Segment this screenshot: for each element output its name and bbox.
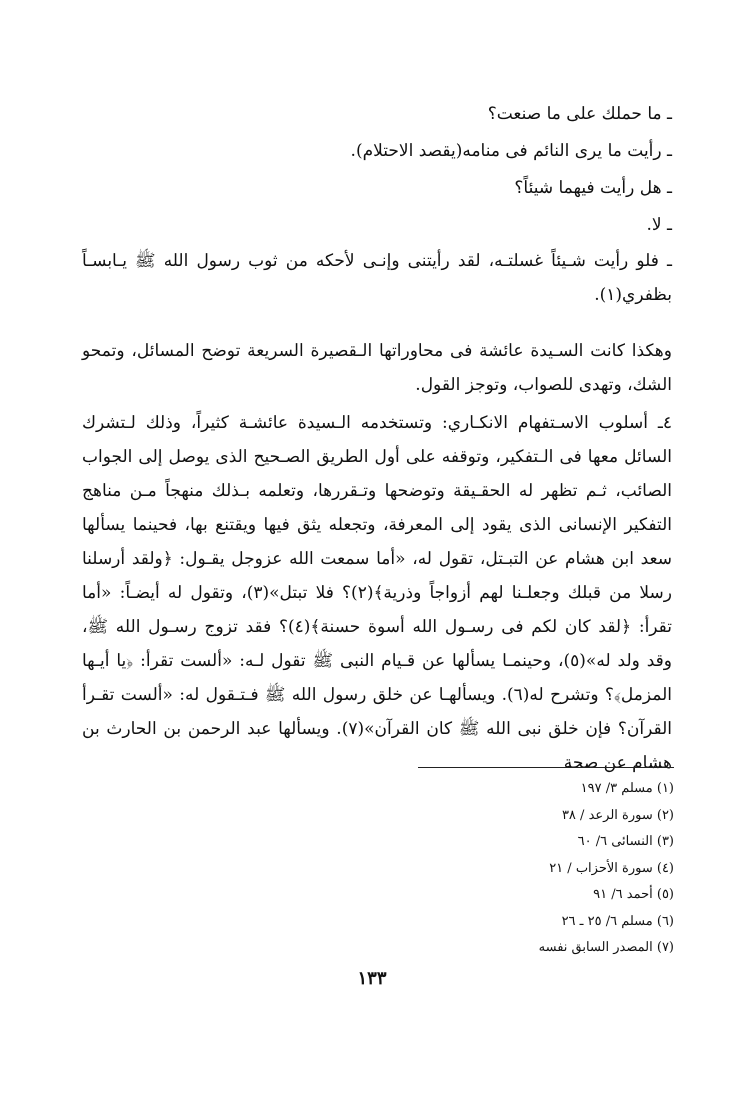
- paragraph-summary: وهكذا كانت السـيدة عائشة فى محاوراتها الـقصيرة السريعة توضح المسائل، وتمحو الشك، وتهدى للصواب، وتوجز القول.: [82, 341, 672, 395]
- dialogue-line: ـ هل رأيت فيهما شيئاً؟: [514, 178, 672, 198]
- footnote-item: (٥) أحمد ٦/ ٩١: [593, 887, 674, 902]
- dialogue-line: ـ لا.: [646, 215, 672, 235]
- dialogue-block: [82, 96, 672, 312]
- footnote-item: (٤) سورة الأحزاب / ٢١: [549, 860, 674, 876]
- footnote-item: (١) مسلم ٣/ ١٩٧: [580, 781, 674, 796]
- footnote-item: (٧) المصدر السابق نفسه: [538, 940, 674, 955]
- paragraph-rhetorical-question: ٤ـ أسلوب الاسـتفهام الانكـاري: وتستخدمه الـسيدة عائشـة كثيراً، وذلك لـتشرك السائل معها فى الـتفكير، وتوقفه على أول الطريق الصـحيح الذى يوصل إلى الجواب الصائب، ثـم تظهر له الحقـيقة وتوضحها وتـقررها، وتعلمه بـذلك منهجاً مـن مناهج التفكير الإنسانى الذى يقود إلى المعرفة، وتجعله يثق فيها ويقتنع بها، فحينما يسألها سعد ابن هشام عن التبـتل، تقول له، «أما سمعت الله عزوجل يقـول: ﴿ولقد أرسلنا رسلا من قبلك وجعلـنا لهم أزواجاً وذرية﴾(٢)؟ فلا تبتل»(٣)، وتقول له أيضـاً: «أما تقرأ: ﴿لقد كان لكم فى رسـول الله أسوة حسنة﴾(٤)؟ فقد تزوج رسـول الله ﷺ، وقد ولد له»(٥)، وحينمـا يسألها عن قـيام النبى ﷺ تقول لـه: «ألست تقرأ: ﴿يا أيـها المزمل﴾؟ وتشرح له(٦). ويسألهـا عن خلق رسول الله ﷺ فـتـقول له: «ألست تقـرأ القرآن؟ فإن خلق نبى الله ﷺ كان القرآن»(٧). ويسألها عبد الرحمن بن الحارث بن هشام عن صحة: [82, 413, 673, 773]
- page-number: ١٣٣: [357, 968, 387, 989]
- body-text: [82, 334, 672, 784]
- footnotes-list: [420, 776, 674, 962]
- dialogue-line: ـ ما حملك على ما صنعت؟: [487, 104, 672, 124]
- footnote-item: (٦) مسلم ٦/ ٢٥ ـ ٢٦: [561, 913, 674, 929]
- dialogue-line-long: ـ فلو رأيت شـيئاً غسلتـه، لقد رأيتنى وإنـى لأحكه من ثوب رسول الله ﷺ يـابسـاً بظفري(١).: [82, 251, 672, 305]
- footnote-item: (٣) النسائى ٦/ ٦٠: [577, 834, 674, 849]
- footnote-item: (٢) سورة الرعد / ٣٨: [561, 807, 674, 823]
- dialogue-line: ـ رأيت ما يرى النائم فى منامه(يقصد الاحتلام).: [350, 141, 672, 161]
- footnote-divider: [418, 767, 674, 768]
